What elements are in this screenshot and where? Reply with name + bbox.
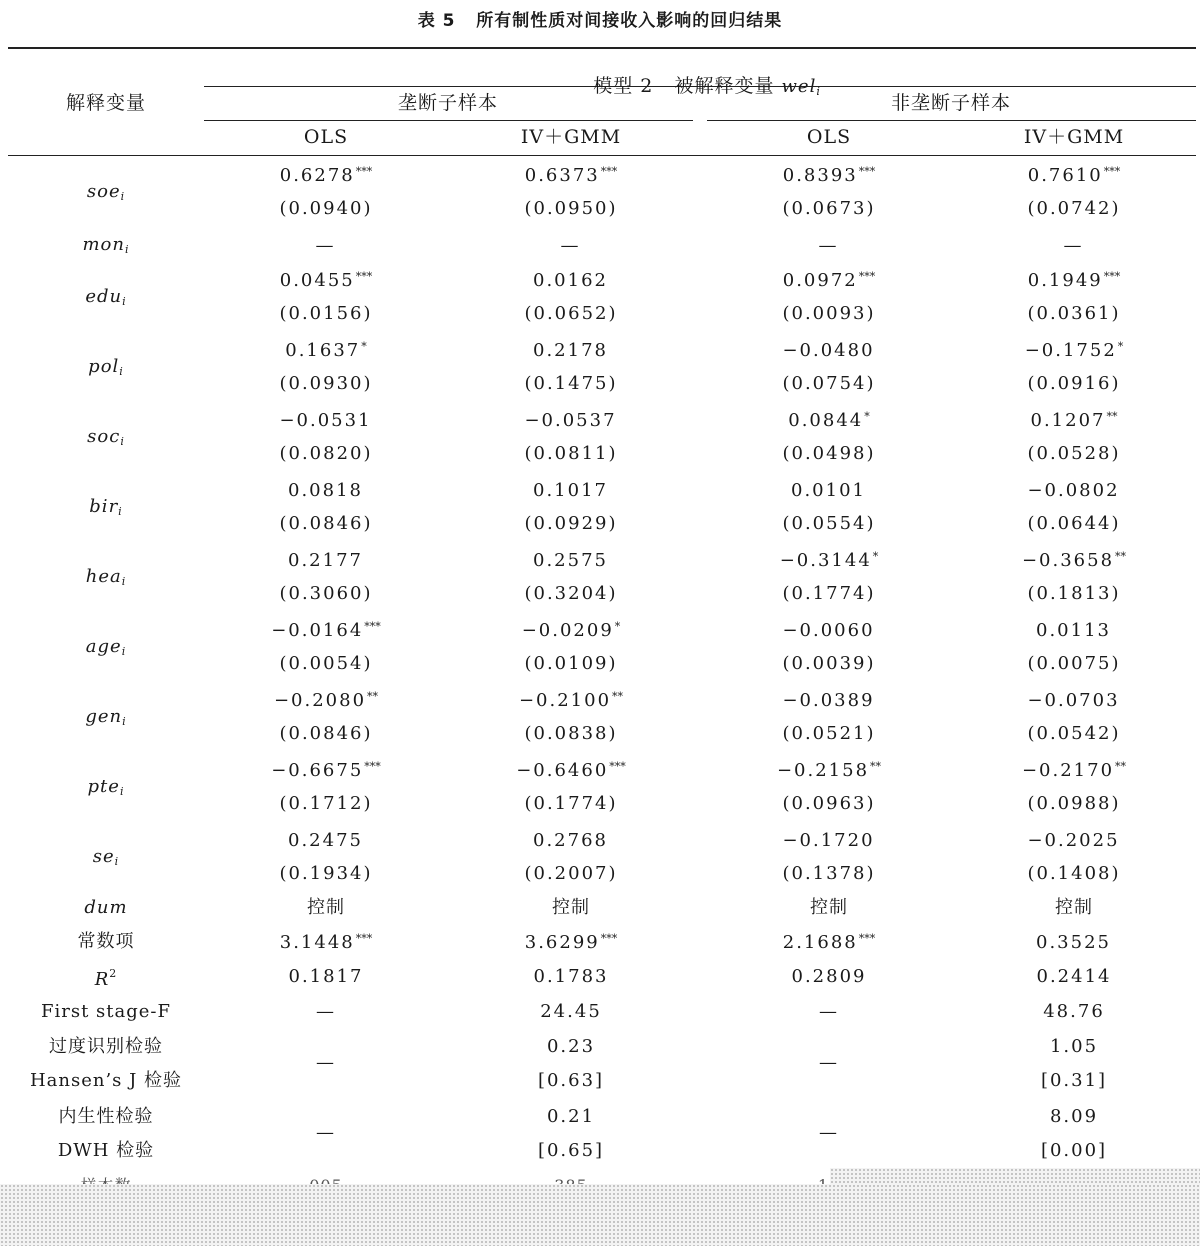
- coef-cell: [777, 761, 881, 780]
- significance-stars: **: [1106, 410, 1118, 423]
- coef-cell: [280, 166, 372, 185]
- coef-value: 0.0101: [791, 480, 866, 501]
- se-cell: (0.0916): [1027, 373, 1121, 394]
- se-cell: (0.0742): [1027, 198, 1121, 219]
- const-cell: [280, 933, 372, 952]
- se-cell: (0.0093): [782, 303, 876, 324]
- coef-value: −0.3658: [1021, 550, 1115, 571]
- hansen-label: Hansen’s J 检验: [29, 1070, 183, 1091]
- coef-value: −0.2158: [776, 760, 870, 781]
- significance-stars: **: [870, 760, 882, 773]
- coef-cell: [288, 831, 364, 850]
- se-cell: (0.0950): [524, 198, 618, 219]
- dum-cell: 控制: [307, 897, 345, 918]
- coef-value: 0.2475: [288, 830, 363, 851]
- se-cell: (0.1408): [1027, 863, 1121, 884]
- coef-value: −0.0164: [271, 620, 364, 641]
- coef-value: 0.0818: [288, 480, 363, 501]
- se-cell: (0.0988): [1027, 793, 1121, 814]
- endog-p-right: [0.00]: [1040, 1140, 1108, 1161]
- se-cell: (0.1378): [782, 863, 876, 884]
- se-cell: (0.0820): [279, 443, 373, 464]
- se-cell: (0.1934): [279, 863, 373, 884]
- se-cell: (0.0644): [1027, 513, 1121, 534]
- endog-stat-right: 8.09: [1049, 1106, 1099, 1127]
- coef-cell: [1027, 691, 1120, 710]
- col-header-ivgmm-nonmonopoly: IV＋GMM: [1023, 126, 1125, 148]
- coef-value: 0.2768: [533, 830, 608, 851]
- coef-value: 0.6373: [524, 165, 600, 186]
- overid-p-right: [0.31]: [1040, 1070, 1108, 1091]
- coef-value: 0.0162: [533, 270, 608, 291]
- row-label-header: 解释变量: [65, 92, 147, 114]
- r2-cell: 0.1817: [288, 966, 364, 987]
- coef-value: 2.1688: [782, 932, 858, 953]
- endog-label: 内生性检验: [58, 1106, 154, 1127]
- model-header-text: 模型 2 被解释变量: [593, 75, 782, 97]
- se-cell: (0.2007): [524, 863, 618, 884]
- first-stage-cell: 24.45: [540, 1001, 602, 1022]
- const-cell: [1036, 933, 1112, 952]
- coef-value: −0.0389: [782, 690, 875, 711]
- coef-value: 3.6299: [524, 932, 600, 953]
- coef-cell: [533, 551, 609, 570]
- r2-cell: 0.2809: [791, 966, 867, 987]
- overid-label: 过度识别检验: [49, 1036, 163, 1057]
- endog-ols-right: —: [819, 1122, 839, 1143]
- coef-value: −0.0060: [782, 620, 875, 641]
- coef-cell: [271, 761, 381, 780]
- variable-label: pol$_i$: [88, 356, 124, 378]
- significance-stars: **: [367, 690, 379, 703]
- coef-value: 0.7610: [1027, 165, 1103, 186]
- first-stage-cell: —: [316, 1001, 336, 1022]
- overid-stat-left: 0.23: [546, 1036, 596, 1057]
- dum-cell: 控制: [1055, 897, 1093, 918]
- header-bottom-rule: [8, 155, 1196, 156]
- coef-cell: [791, 481, 867, 500]
- coef-cell: [533, 271, 609, 290]
- significance-stars: ***: [609, 760, 626, 773]
- coef-cell: [1036, 621, 1112, 640]
- variable-label: $se_i$: [92, 846, 120, 868]
- first-stage-cell: —: [819, 1001, 839, 1022]
- variable-label: age$_i$: [85, 636, 127, 658]
- coef-value: −0.2170: [1021, 760, 1115, 781]
- endog-ols-left: —: [316, 1122, 336, 1143]
- coef-cell: [782, 341, 875, 360]
- coef-cell: [1025, 341, 1124, 360]
- variable-label: hea$_i$: [85, 566, 127, 588]
- significance-stars: **: [1115, 760, 1127, 773]
- redaction-overlay: [830, 1168, 1200, 1184]
- coef-value: —: [818, 235, 839, 256]
- se-cell: (0.0652): [524, 303, 618, 324]
- coef-value: 0.0844: [788, 410, 864, 431]
- coef-value: —: [1063, 235, 1084, 256]
- variable-label: bir$_i$: [89, 496, 123, 518]
- dum-cell: 控制: [552, 897, 590, 918]
- significance-stars: *: [1117, 340, 1124, 353]
- col-header-ivgmm-monopoly: IV＋GMM: [520, 126, 622, 148]
- significance-stars: ***: [355, 165, 373, 178]
- significance-stars: **: [1115, 550, 1127, 563]
- coef-value: −0.0531: [279, 410, 372, 431]
- coef-cell: [288, 551, 364, 570]
- se-cell: (0.1774): [524, 793, 618, 814]
- coef-value: 0.0972: [782, 270, 858, 291]
- variable-label: mon$_i$: [82, 234, 130, 256]
- significance-stars: *: [872, 550, 879, 563]
- coef-cell: [783, 271, 875, 290]
- coef-value: −0.6675: [271, 760, 364, 781]
- significance-stars: ***: [1103, 165, 1121, 178]
- coef-cell: [522, 621, 621, 640]
- coef-cell: [288, 481, 364, 500]
- coef-cell: [533, 831, 609, 850]
- top-rule: [8, 47, 1196, 49]
- se-cell: (0.0156): [279, 303, 373, 324]
- coef-cell: [780, 551, 879, 570]
- coef-value: 0.1949: [1027, 270, 1103, 291]
- coef-value: −0.0209: [521, 620, 614, 641]
- coef-cell: [782, 621, 875, 640]
- coef-value: −0.6460: [516, 760, 609, 781]
- dum-label: dum: [84, 897, 128, 918]
- se-cell: (0.3060): [279, 583, 373, 604]
- coef-cell: [280, 271, 372, 290]
- significance-stars: ***: [858, 932, 876, 945]
- coef-cell: [516, 761, 626, 780]
- coef-cell: [1028, 166, 1120, 185]
- se-cell: (0.0109): [524, 653, 618, 674]
- significance-stars: *: [614, 620, 621, 633]
- const-cell: [783, 933, 875, 952]
- coef-value: 3.1448: [279, 932, 355, 953]
- coef-cell: [1031, 411, 1118, 430]
- coef-cell: [1028, 271, 1120, 290]
- coef-cell: [519, 691, 623, 710]
- significance-stars: ***: [858, 165, 876, 178]
- dwh-label: DWH 检验: [57, 1140, 155, 1161]
- coef-value: 0.2177: [288, 550, 363, 571]
- coef-value: 0.1017: [533, 480, 608, 501]
- coef-value: 0.0113: [1036, 620, 1111, 641]
- dum-cell: 控制: [810, 897, 848, 918]
- variable-label: soc$_i$: [87, 426, 125, 448]
- first-stage-cell: 48.76: [1043, 1001, 1105, 1022]
- coef-value: —: [560, 235, 581, 256]
- col-header-ols-nonmonopoly: OLS: [806, 126, 852, 148]
- variable-label: soe$_i$: [86, 181, 126, 203]
- endog-p-left: [0.65]: [537, 1140, 605, 1161]
- coef-cell: [819, 236, 840, 255]
- coef-value: 0.0455: [279, 270, 355, 291]
- overid-ols-right: —: [819, 1052, 839, 1073]
- coef-value: −0.1720: [782, 830, 875, 851]
- se-cell: (0.0528): [1027, 443, 1121, 464]
- significance-stars: ***: [355, 270, 373, 283]
- first-stage-label: First stage-F: [41, 1001, 171, 1022]
- significance-stars: ***: [600, 165, 618, 178]
- coef-cell: [1027, 831, 1120, 850]
- coef-cell: [782, 831, 875, 850]
- se-cell: (0.0940): [279, 198, 373, 219]
- redaction-overlay: [0, 1184, 1200, 1246]
- group-header-nonmonopoly: 非垄断子样本: [890, 92, 1012, 114]
- coef-value: 0.3525: [1036, 932, 1111, 953]
- coef-value: 0.2575: [533, 550, 608, 571]
- coef-value: −0.3144: [779, 550, 872, 571]
- se-cell: (0.0846): [279, 513, 373, 534]
- significance-stars: ***: [1103, 270, 1121, 283]
- se-cell: (0.0554): [782, 513, 876, 534]
- overid-ols-left: —: [316, 1052, 336, 1073]
- r2-cell: 0.1783: [533, 966, 609, 987]
- significance-stars: ***: [364, 760, 381, 773]
- coef-cell: [285, 341, 366, 360]
- se-cell: (0.0521): [782, 723, 876, 744]
- significance-stars: ***: [364, 620, 381, 633]
- significance-stars: ***: [355, 932, 373, 945]
- coef-cell: [533, 481, 609, 500]
- significance-stars: *: [361, 340, 367, 353]
- subgroup-right-rule: [707, 120, 1196, 121]
- coef-value: 0.1207: [1030, 410, 1106, 431]
- model-header: [579, 58, 821, 97]
- col-header-ols-monopoly: OLS: [303, 126, 349, 148]
- se-cell: (0.0846): [279, 723, 373, 744]
- variable-label: pte$_i$: [87, 776, 125, 798]
- const-cell: [525, 933, 617, 952]
- se-cell: (0.0838): [524, 723, 618, 744]
- se-cell: (0.3204): [524, 583, 618, 604]
- variable-label: edu$_i$: [85, 286, 127, 308]
- se-cell: (0.0361): [1027, 303, 1121, 324]
- coef-value: −0.0703: [1027, 690, 1120, 711]
- coef-cell: [525, 166, 617, 185]
- coef-cell: [316, 236, 337, 255]
- coef-cell: [279, 411, 372, 430]
- overid-p-left: [0.63]: [537, 1070, 605, 1091]
- coef-value: −0.2025: [1027, 830, 1120, 851]
- coef-value: −0.0480: [782, 340, 875, 361]
- coef-cell: [788, 411, 869, 430]
- coef-value: 0.8393: [782, 165, 858, 186]
- significance-stars: *: [864, 410, 870, 423]
- se-cell: (0.0811): [524, 443, 618, 464]
- dependent-variable: wel$_i$: [781, 76, 821, 98]
- variable-label: gen$_i$: [85, 706, 127, 728]
- const-label: 常数项: [77, 931, 135, 952]
- coef-cell: [271, 621, 381, 640]
- se-cell: (0.1475): [524, 373, 618, 394]
- se-cell: (0.0754): [782, 373, 876, 394]
- coef-value: −0.0537: [524, 410, 617, 431]
- se-cell: (0.0542): [1027, 723, 1121, 744]
- se-cell: (0.1712): [279, 793, 373, 814]
- r2-label: $R^2$: [94, 967, 118, 990]
- group-header-monopoly: 垄断子样本: [397, 92, 499, 114]
- se-cell: (0.0673): [782, 198, 876, 219]
- se-cell: (0.0963): [782, 793, 876, 814]
- coef-cell: [782, 691, 875, 710]
- coef-cell: [1064, 236, 1085, 255]
- coef-cell: [524, 411, 617, 430]
- coef-cell: [533, 341, 609, 360]
- coef-cell: [1022, 761, 1126, 780]
- se-cell: (0.0929): [524, 513, 618, 534]
- se-cell: (0.0054): [279, 653, 373, 674]
- coef-value: −0.2080: [273, 690, 367, 711]
- coef-value: —: [315, 235, 336, 256]
- subgroup-left-rule: [204, 120, 693, 121]
- coef-cell: [783, 166, 875, 185]
- significance-stars: ***: [858, 270, 876, 283]
- coef-cell: [274, 691, 378, 710]
- coef-value: −0.1752: [1024, 340, 1117, 361]
- coef-value: 0.1637: [285, 340, 361, 361]
- se-cell: (0.0498): [782, 443, 876, 464]
- r2-cell: 0.2414: [1036, 966, 1112, 987]
- coef-value: 0.6278: [279, 165, 355, 186]
- coef-cell: [1022, 551, 1126, 570]
- se-cell: (0.0930): [279, 373, 373, 394]
- endog-stat-left: 0.21: [546, 1106, 596, 1127]
- overid-stat-right: 1.05: [1049, 1036, 1099, 1057]
- se-cell: (0.1813): [1027, 583, 1121, 604]
- se-cell: (0.0039): [782, 653, 876, 674]
- coef-value: 0.2178: [533, 340, 608, 361]
- se-cell: (0.1774): [782, 583, 876, 604]
- se-cell: (0.0075): [1027, 653, 1121, 674]
- coef-cell: [561, 236, 582, 255]
- coef-value: −0.0802: [1027, 480, 1120, 501]
- significance-stars: ***: [600, 932, 618, 945]
- coef-value: −0.2100: [518, 690, 612, 711]
- significance-stars: **: [612, 690, 624, 703]
- table-caption: 表 5 所有制性质对间接收入影响的回归结果: [417, 11, 783, 31]
- coef-cell: [1027, 481, 1120, 500]
